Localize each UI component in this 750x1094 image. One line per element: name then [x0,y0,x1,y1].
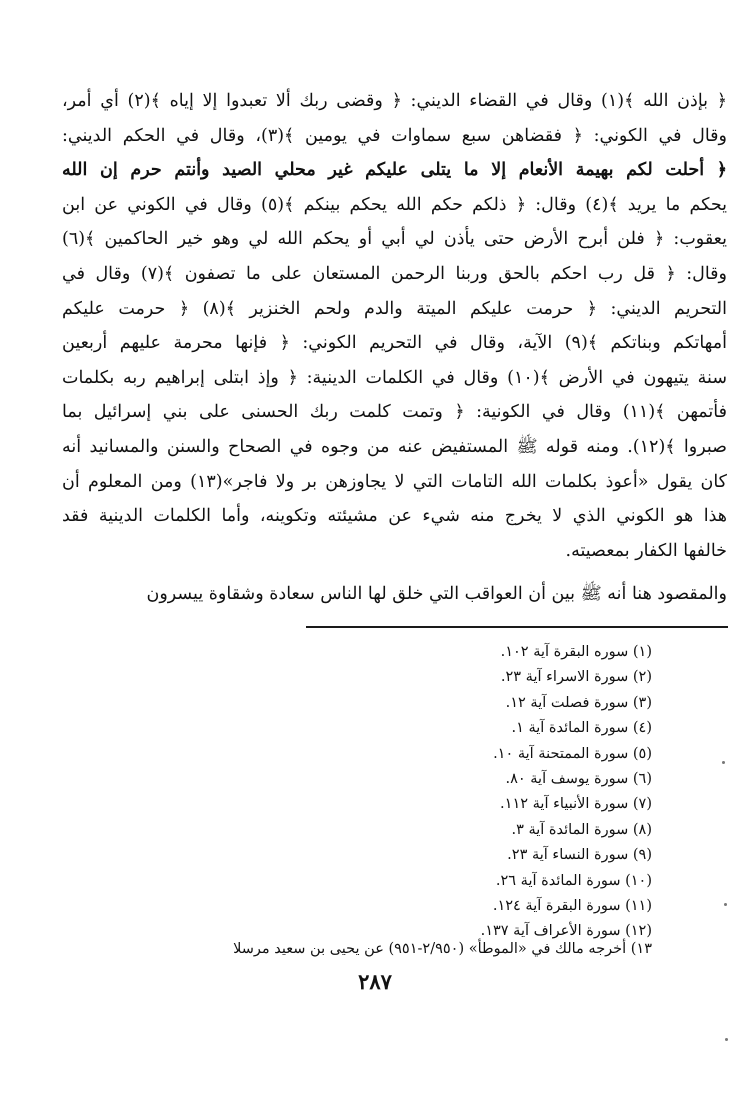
scan-speck [724,903,727,906]
text-line: هذا هو الكوني الذي لا يخرج منه شيء عن مشيئته وتكوينه، وأما الكلمات الدينية فقد [62,506,727,527]
text-line: خالفها الكفار بمعصيته. [565,540,727,561]
footnote: (١) سوره البقرة آية ١٠٢. [500,644,652,660]
footnote-list [481,640,652,945]
text-line: أمهاتكم وبناتكم ﴾(٩) الآية، وقال في التحريم الكوني: ﴿ فإنها محرمة عليهم أربعين [62,333,727,354]
text-line: سنة يتيهون في الأرض ﴾(١٠) وقال في الكلمات الدينية: ﴿ وإذ ابتلى إبراهيم ربه بكلمات [62,367,727,388]
text-line: يعقوب: ﴿ فلن أبرح الأرض حتى يأذن لي أبي أو يحكم الله لي وهو خير الحاكمين ﴾(٦) [62,229,727,250]
footnote: (٢) سورة الاسراء آية ٢٣. [500,669,652,686]
main-text [62,84,727,612]
footnote: (٥) سورة الممتحنة آية ١٠. [493,745,652,762]
footnote-13: ١٣) أخرجه مالك في «الموطأ» (٢/٩٥٠-٩٥١) عن يحيى بن سعيد مرسلا [233,941,652,957]
page-number: ٢٨٧ [358,969,392,994]
footnote: (١٢) سورة الأعراف آية ١٣٧. [480,923,652,940]
footnote: (٤) سورة المائدة آية ١. [511,720,652,737]
scan-speck [722,761,725,764]
text-line: ﴿ أحلت لكم بهيمة الأنعام إلا ما يتلى عليكم غير محلي الصيد وأنتم حرم إن الله [62,160,727,181]
text-line: فأتمهن ﴾(١١) وقال في الكونية: ﴿ وتمت كلمت ربك الحسنى على بني إسرائيل بما [62,402,727,423]
text-line: التحريم الديني: ﴿ حرمت عليكم الميتة والدم ولحم الخنزير ﴾(٨) ﴿ حرمت عليكم [62,298,727,319]
footnote: (١١) سورة البقرة آية ١٢٤. [492,897,652,914]
closing-line: والمقصود هنا أنه ﷺ بين أن العواقب التي خلق لها الناس سعادة وشقاوة ييسرون [146,584,727,605]
scan-speck [725,1038,728,1041]
footnote: (٣) سورة فصلت آية ١٢. [505,694,652,711]
footnote: (٩) سورة النساء آية ٢٣. [507,847,652,864]
text-line: وقال في الكوني: ﴿ فقضاهن سبع سماوات في يومين ﴾(٣)، وقال في الحكم الديني: [62,125,727,146]
footnote-separator [306,626,728,628]
text-line: كان يقول «أعوذ بكلمات الله التامات التي لا يجاوزهن بر ولا فاجر»(١٣) ومن المعلوم أن [62,471,727,492]
footnote: (٧) سورة الأنبياء آية ١١٢. [500,796,652,813]
footnote: (١٠) سورة المائدة آية ٢٦. [495,872,652,889]
text-line: صبروا ﴾(١٢). ومنه قوله ﷺ المستفيض عنه من وجوه في الصحاح والسنن والمسانيد أنه [62,436,727,457]
footnote: (٦) سورة يوسف آية ٨٠. [505,770,652,787]
footnote: (٨) سورة المائدة آية ٣. [511,821,652,838]
text-line: يحكم ما يريد ﴾(٤) وقال: ﴿ ذلكم حكم الله يحكم بينكم ﴾(٥) وقال في الكوني عن ابن [62,194,727,215]
text-line: ﴿ بإذن الله ﴾(١) وقال في القضاء الديني: ﴿ وقضى ربك ألا تعبدوا إلا إياه ﴾(٢) أي أمر، [62,91,727,111]
text-line: وقال: ﴿ قل رب احكم بالحق وربنا الرحمن المستعان على ما تصفون ﴾(٧) وقال في [62,263,727,284]
